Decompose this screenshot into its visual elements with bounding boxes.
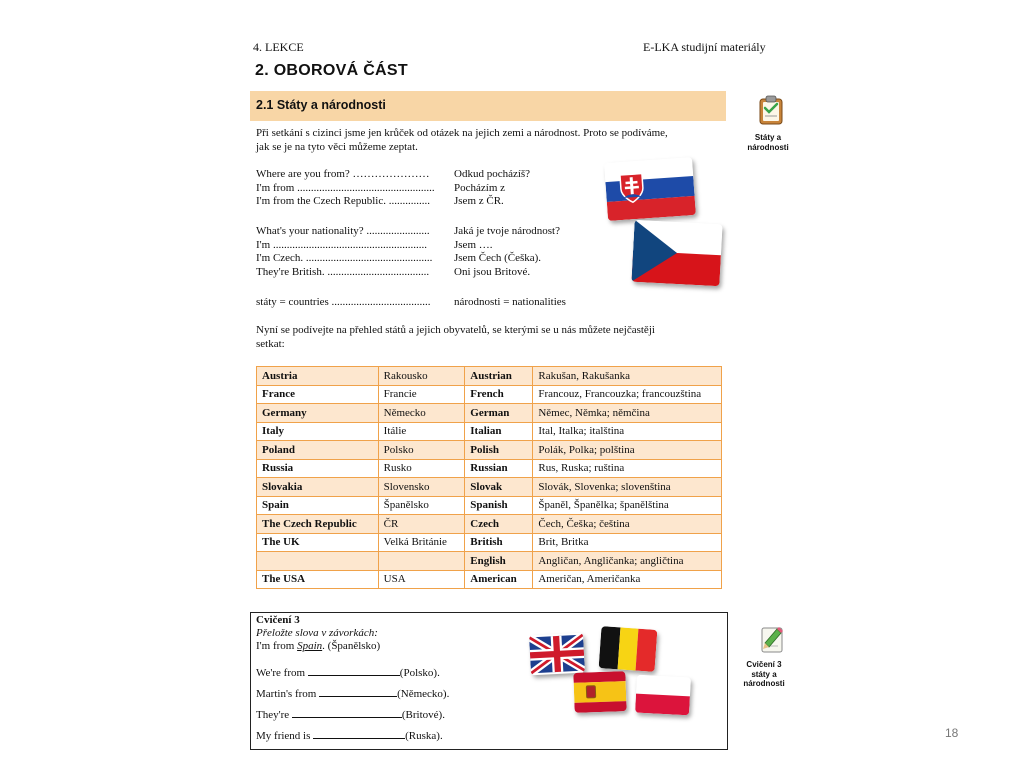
country-cell <box>257 552 379 571</box>
phrase-cz: Oni jsou Britové. <box>454 265 531 278</box>
answer-blank-3[interactable] <box>292 707 402 718</box>
phrase-cz: Pocházím z <box>454 181 506 194</box>
nationality-cell: Slovak <box>465 478 533 497</box>
table-row <box>257 367 722 386</box>
phrase-row <box>256 195 530 209</box>
example-answer: Spain <box>297 640 323 652</box>
czech-country-cell: ČR <box>378 515 465 534</box>
item-prefix: My friend is <box>256 730 311 742</box>
country-cell: Slovakia <box>257 478 379 497</box>
answer-blank-1[interactable] <box>308 665 400 676</box>
table-row <box>257 385 722 404</box>
czech-country-cell: Rusko <box>378 459 465 478</box>
phrase-en: I'm Czech. .............................................. <box>256 252 433 264</box>
nationality-cell: Austrian <box>465 367 533 386</box>
material-label: E-LKA studijní materiály <box>643 40 766 54</box>
clipboard-icon <box>758 95 784 125</box>
phrase-row <box>256 168 530 182</box>
phrase-en: What's your nationality? ....................... <box>256 225 430 237</box>
czech-nationality-cell: Rakušan, Rakušanka <box>533 367 722 386</box>
item-hint: (Německo). <box>397 688 450 700</box>
nationality-cell: Czech <box>465 515 533 534</box>
phrase-cz: Jsem …. <box>454 238 493 251</box>
czech-nationality-cell: Ital, Italka; italština <box>533 422 722 441</box>
table-row <box>257 533 722 552</box>
nationality-cell: Polish <box>465 441 533 460</box>
definition-row <box>256 296 566 310</box>
czech-nationality-cell: Španěl, Španělka; španělština <box>533 496 722 515</box>
exercise-example <box>256 640 380 653</box>
nationality-cell: Italian <box>465 422 533 441</box>
phrase-en: They're British. ..................................... <box>256 265 430 278</box>
czech-nationality-cell: Američan, Američanka <box>533 570 722 589</box>
overview-line: setkat: <box>256 337 285 350</box>
table-row <box>257 570 722 589</box>
phrase-row <box>256 266 560 280</box>
page-number: 18 <box>945 726 959 740</box>
intro-line: Při setkání s cizinci jsme jen krůček od otázek na jejich zemi a národnost. Proto se podíváme, <box>256 127 668 139</box>
country-cell: Russia <box>257 459 379 478</box>
country-cell: The USA <box>257 570 379 589</box>
nationalities-table <box>256 366 722 589</box>
belgium-flag <box>599 626 658 672</box>
nationality-cell: English <box>465 552 533 571</box>
phrases-block-2 <box>256 225 560 279</box>
item-hint: (Polsko). <box>399 667 440 679</box>
slovak-coat-of-arms-icon <box>619 172 645 204</box>
czech-country-cell: Rakousko <box>378 367 465 386</box>
exercise-item-1 <box>256 665 440 679</box>
country-cell: Germany <box>257 404 379 423</box>
table-row <box>257 478 722 497</box>
nationality-cell: Spanish <box>465 496 533 515</box>
answer-blank-2[interactable] <box>319 686 397 697</box>
uk-flag <box>529 633 585 676</box>
exercise-header <box>256 614 380 653</box>
table-row <box>257 459 722 478</box>
country-cell: Poland <box>257 441 379 460</box>
example-prefix: I'm from <box>256 640 298 652</box>
section-title: 2.1 Státy a národnosti <box>256 98 386 112</box>
spain-coat-of-arms-icon <box>586 685 596 698</box>
item-prefix: We're from <box>256 667 306 679</box>
side-label-line: národnosti <box>747 142 789 152</box>
table-row <box>257 496 722 515</box>
country-cell: Spain <box>257 496 379 515</box>
phrase-en: I'm from .................................................. <box>256 181 435 194</box>
phrase-cz: Jsem Čech (Češka). <box>454 252 542 264</box>
table-row <box>257 552 722 571</box>
answer-blank-4[interactable] <box>313 728 405 739</box>
phrase-en: Where are you from? ………………… <box>256 168 430 180</box>
pencil-paper-icon <box>759 624 785 654</box>
side-label-line: Cvičení 3 <box>746 660 782 669</box>
country-cell: Austria <box>257 367 379 386</box>
czech-nationality-cell: Brit, Britka <box>533 533 722 552</box>
example-suffix: . (Španělsko) <box>322 640 381 652</box>
phrase-row <box>256 225 560 239</box>
czech-nationality-cell: Angličan, Angličanka; angličtina <box>533 552 722 571</box>
exercise-item-4 <box>256 728 443 742</box>
phrase-cz: Jsem z ČR. <box>454 195 504 207</box>
czech-country-cell: Francie <box>378 385 465 404</box>
exercise-title: Cvičení 3 <box>256 614 300 626</box>
nationality-cell: Russian <box>465 459 533 478</box>
item-hint: (Ruska). <box>405 730 443 742</box>
phrase-en: I'm from the Czech Republic. ............... <box>256 195 430 207</box>
table-row <box>257 404 722 423</box>
phrase-row <box>256 182 530 196</box>
section-side-label <box>735 133 801 152</box>
czech-country-cell: Německo <box>378 404 465 423</box>
exercise-instruction: Přeložte slova v závorkách: <box>256 627 378 639</box>
country-cell: Italy <box>257 422 379 441</box>
czech-country-cell: USA <box>378 570 465 589</box>
slovakia-flag <box>604 157 696 221</box>
table-row <box>257 515 722 534</box>
intro-line: jak se je na tyto věci můžeme zeptat. <box>256 140 418 153</box>
side-label-line: státy a <box>751 669 777 679</box>
czech-nationality-cell: Polák, Polka; polština <box>533 441 722 460</box>
lesson-label: 4. LEKCE <box>253 40 304 54</box>
nationality-cell: French <box>465 385 533 404</box>
czech-country-cell: Slovensko <box>378 478 465 497</box>
czech-country-cell: Velká Británie <box>378 533 465 552</box>
definition-en: státy = countries .................................... <box>256 296 431 308</box>
table-row <box>257 441 722 460</box>
nationality-cell: British <box>465 533 533 552</box>
czech-nationality-cell: Francouz, Francouzka; francouzština <box>533 385 722 404</box>
poland-flag <box>635 675 691 716</box>
item-hint: (Britové). <box>401 709 445 721</box>
spain-flag <box>573 671 626 713</box>
czech-country-cell: Polsko <box>378 441 465 460</box>
czech-country-cell <box>378 552 465 571</box>
overview-line: Nyní se podívejte na přehled států a jejich obyvatelů, se kterými se u nás můžete nejčastěji <box>256 324 655 336</box>
czech-nationality-cell: Němec, Němka; němčina <box>533 404 722 423</box>
phrase-cz: Jaká je tvoje národnost? <box>454 225 560 237</box>
czech-nationality-cell: Slovák, Slovenka; slovenština <box>533 478 722 497</box>
exercise-side-label <box>738 660 790 689</box>
definition-cz: národnosti = nationalities <box>454 296 566 308</box>
phrase-cz: Odkud pocházíš? <box>454 168 531 180</box>
czech-country-cell: Španělsko <box>378 496 465 515</box>
czech-country-cell: Itálie <box>378 422 465 441</box>
item-prefix: They're <box>256 709 290 721</box>
side-label-line: národnosti <box>743 679 785 688</box>
czech-nationality-cell: Rus, Ruska; ruština <box>533 459 722 478</box>
phrase-row <box>256 239 560 253</box>
side-label-line: Státy a <box>754 133 782 142</box>
nationality-cell: American <box>465 570 533 589</box>
country-cell: The UK <box>257 533 379 552</box>
czech-flag <box>631 220 722 287</box>
part-title: 2. OBOROVÁ ČÁST <box>255 62 408 79</box>
phrase-row <box>256 252 560 266</box>
phrase-en: I'm ........................................................ <box>256 238 427 251</box>
phrases-block-1 <box>256 168 530 209</box>
exercise-item-2 <box>256 686 449 700</box>
czech-nationality-cell: Čech, Češka; čeština <box>533 515 722 534</box>
exercise-item-3 <box>256 707 445 721</box>
country-cell: The Czech Republic <box>257 515 379 534</box>
country-cell: France <box>257 385 379 404</box>
table-row <box>257 422 722 441</box>
intro-paragraph <box>256 127 726 154</box>
item-prefix: Martin's from <box>256 688 317 700</box>
overview-paragraph <box>256 324 726 351</box>
nationality-cell: German <box>465 404 533 423</box>
